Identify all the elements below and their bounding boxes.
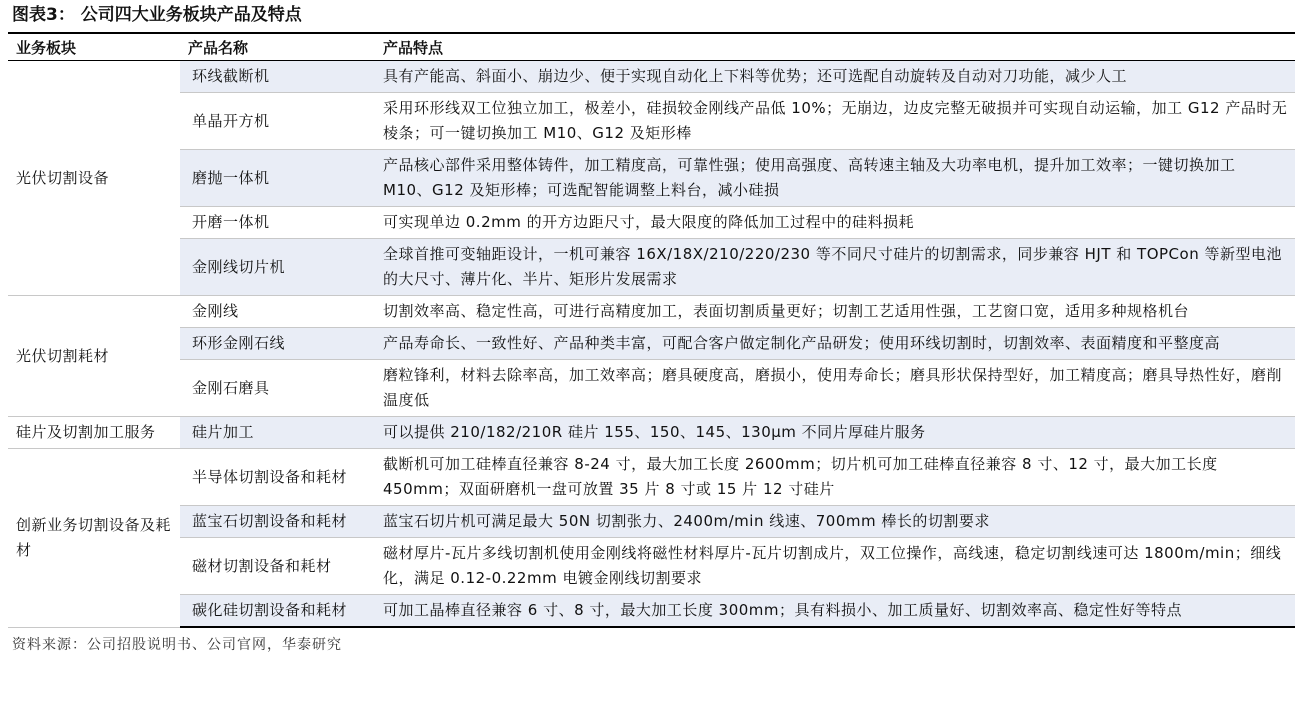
table-row — [8, 360, 1295, 417]
feature-cell: 切割效率高、稳定性高，可进行高精度加工，表面切割质量更好；切割工艺适用性强，工艺窗口宽，适用多种规格机台 — [375, 296, 1295, 328]
table-row — [8, 61, 1295, 93]
segment-cell: 硅片及切割加工服务 — [8, 417, 180, 449]
feature-cell: 截断机可加工硅棒直径兼容 8-24 寸，最大加工长度 2600mm；切片机可加工硅棒直径兼容 8 寸、12 寸，最大加工长度 450mm；双面研磨机一盘可放置 35 片 8 寸或 15 片 12 寸硅片 — [375, 449, 1295, 506]
table-row — [8, 538, 1295, 595]
segment-cell: 光伏切割设备 — [8, 61, 180, 296]
table-row — [8, 296, 1295, 328]
feature-cell: 可以提供 210/182/210R 硅片 155、150、145、130μm 不同片厚硅片服务 — [375, 417, 1295, 449]
table-row — [8, 93, 1295, 150]
header-feature: 产品特点 — [375, 34, 1295, 61]
segment-cell: 创新业务切割设备及耗材 — [8, 449, 180, 628]
table-row — [8, 207, 1295, 239]
product-table — [8, 34, 1295, 628]
feature-cell: 磨粒锋利，材料去除率高，加工效率高；磨具硬度高，磨损小，使用寿命长；磨具形状保持型好，加工精度高；磨具导热性好，磨削温度低 — [375, 360, 1295, 417]
table-row — [8, 595, 1295, 628]
table-row — [8, 328, 1295, 360]
table-row — [8, 150, 1295, 207]
table-header-row — [8, 34, 1295, 61]
figure-title: 图表3： 公司四大业务板块产品及特点 — [8, 0, 1295, 34]
product-cell: 金刚线 — [180, 296, 375, 328]
table-row — [8, 417, 1295, 449]
product-cell: 磁材切割设备和耗材 — [180, 538, 375, 595]
header-segment: 业务板块 — [8, 34, 180, 61]
feature-cell: 可加工晶棒直径兼容 6 寸、8 寸，最大加工长度 300mm；具有料损小、加工质量好、切割效率高、稳定性好等特点 — [375, 595, 1295, 628]
product-cell: 蓝宝石切割设备和耗材 — [180, 506, 375, 538]
source-note: 资料来源：公司招股说明书、公司官网，华泰研究 — [12, 637, 342, 653]
product-cell: 碳化硅切割设备和耗材 — [180, 595, 375, 628]
product-cell: 金刚线切片机 — [180, 239, 375, 296]
feature-cell: 蓝宝石切片机可满足最大 50N 切割张力、2400m/min 线速、700mm 棒长的切割要求 — [375, 506, 1295, 538]
header-product: 产品名称 — [180, 34, 375, 61]
feature-cell: 产品核心部件采用整体铸件，加工精度高，可靠性强；使用高强度、高转速主轴及大功率电机，提升加工效率；一键切换加工 M10、G12 及矩形棒；可选配智能调整上料台，减小硅损 — [375, 150, 1295, 207]
product-cell: 磨抛一体机 — [180, 150, 375, 207]
feature-cell: 采用环形线双工位独立加工，极差小，硅损较金刚线产品低 10%；无崩边，边皮完整无破损并可实现自动运输，加工 G12 产品时无棱条；可一键切换加工 M10、G12 及矩形棒 — [375, 93, 1295, 150]
feature-cell: 具有产能高、斜面小、崩边少、便于实现自动化上下料等优势；还可选配自动旋转及自动对刀功能，减少人工 — [375, 61, 1295, 93]
report-figure — [8, 0, 1295, 654]
segment-cell: 光伏切割耗材 — [8, 296, 180, 417]
product-cell: 环形金刚石线 — [180, 328, 375, 360]
product-cell: 环线截断机 — [180, 61, 375, 93]
feature-cell: 全球首推可变轴距设计，一机可兼容 16X/18X/210/220/230 等不同尺寸硅片的切割需求，同步兼容 HJT 和 TOPCon 等新型电池的大尺寸、薄片化、半片、矩形片发展需求 — [375, 239, 1295, 296]
feature-cell: 可实现单边 0.2mm 的开方边距尺寸，最大限度的降低加工过程中的硅料损耗 — [375, 207, 1295, 239]
product-cell: 单晶开方机 — [180, 93, 375, 150]
table-row — [8, 449, 1295, 506]
table-row — [8, 506, 1295, 538]
feature-cell: 磁材厚片-瓦片多线切割机使用金刚线将磁性材料厚片-瓦片切割成片，双工位操作，高线速，稳定切割线速可达 1800m/min；细线化，满足 0.12-0.22mm 电镀金刚线切割要求 — [375, 538, 1295, 595]
feature-cell: 产品寿命长、一致性好、产品种类丰富，可配合客户做定制化产品研发；使用环线切割时，切割效率、表面精度和平整度高 — [375, 328, 1295, 360]
product-cell: 硅片加工 — [180, 417, 375, 449]
product-cell: 半导体切割设备和耗材 — [180, 449, 375, 506]
product-cell: 开磨一体机 — [180, 207, 375, 239]
table-row — [8, 239, 1295, 296]
product-cell: 金刚石磨具 — [180, 360, 375, 417]
